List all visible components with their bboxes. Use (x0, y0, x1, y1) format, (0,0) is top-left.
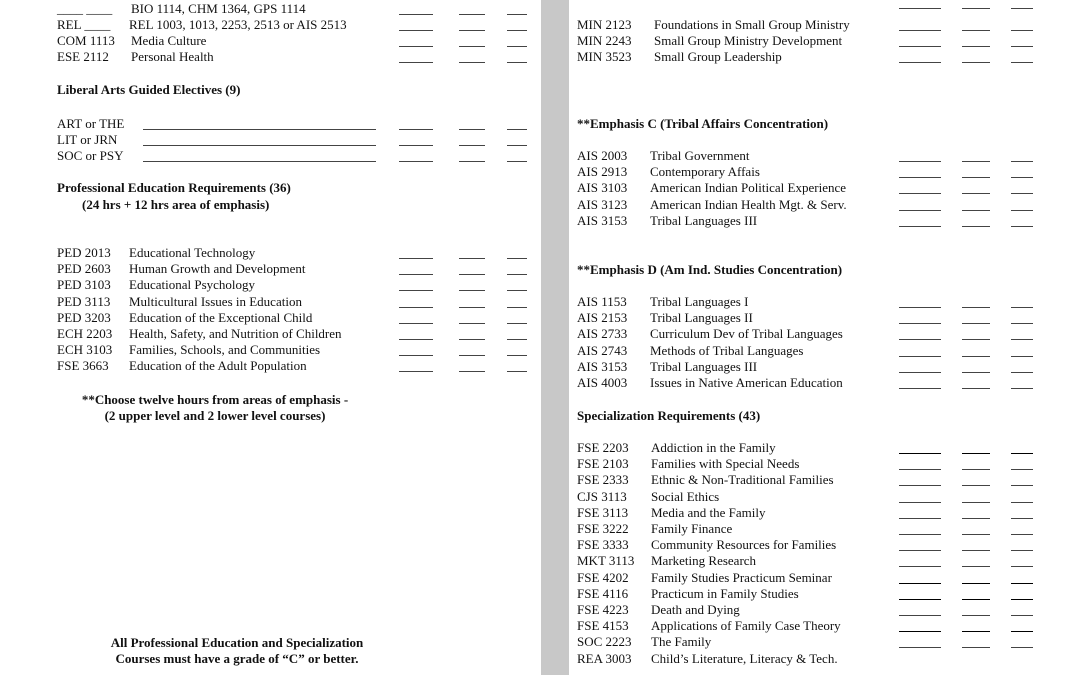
grade-blank[interactable] (399, 150, 433, 162)
course-code: FSE 2333 (577, 472, 629, 488)
course-code: AIS 3123 (577, 196, 628, 212)
grade-blank[interactable] (399, 247, 433, 259)
grade-blank[interactable] (1011, 215, 1033, 227)
grade-blank[interactable] (962, 572, 990, 584)
grade-blank[interactable] (962, 19, 990, 31)
emphasis-note-line2: (2 upper level and 2 lower level courses) (104, 408, 326, 423)
grade-blank[interactable] (899, 539, 941, 551)
grade-blank[interactable] (459, 134, 485, 146)
grade-blank[interactable] (899, 19, 941, 31)
course-code: REA 3003 (577, 650, 632, 666)
grade-blank[interactable] (1011, 328, 1033, 340)
grade-blank[interactable] (899, 604, 941, 616)
grade-blank[interactable] (1011, 523, 1033, 535)
course-title: Human Growth and Development (129, 261, 306, 277)
course-code: ESE 2112 (57, 49, 109, 64)
prof-ed-heading: Professional Education Requirements (36) (57, 180, 291, 195)
grade-blank[interactable] (399, 19, 433, 31)
course-code: ____ ____ (57, 1, 113, 16)
course-code: CJS 3113 (577, 488, 627, 504)
grade-blank[interactable] (962, 150, 990, 162)
course-title: Contemporary Affais (650, 164, 760, 180)
grade-blank[interactable] (1011, 572, 1033, 584)
course-code: FSE 4116 (577, 585, 629, 601)
grade-blank[interactable] (459, 35, 485, 47)
grade-blank[interactable] (899, 523, 941, 535)
grade-blank[interactable] (962, 507, 990, 519)
grade-blank[interactable] (899, 182, 941, 194)
course-code: AIS 3103 (577, 180, 628, 196)
grade-blank[interactable] (1011, 182, 1033, 194)
grade-blank[interactable] (459, 150, 485, 162)
grade-blank[interactable] (962, 377, 990, 389)
course-code: AIS 2003 (577, 148, 628, 163)
specialization-heading: Specialization Requirements (43) (577, 408, 761, 423)
grade-blank[interactable] (899, 361, 941, 373)
page-gutter (541, 0, 569, 675)
course-title: American Indian Political Experience (650, 180, 847, 196)
grade-blank[interactable] (1011, 312, 1033, 324)
grade-blank[interactable] (899, 199, 941, 211)
course-title: Personal Health (131, 49, 214, 64)
elective-course-blank[interactable] (143, 134, 376, 146)
grade-blank[interactable] (962, 166, 990, 178)
course-code: PED 2013 (57, 245, 111, 260)
grade-blank[interactable] (459, 51, 485, 63)
course-title: Education of the Adult Population (129, 358, 307, 374)
course-row (577, 651, 1047, 667)
grade-blank[interactable] (507, 51, 527, 63)
grade-blank[interactable] (1011, 35, 1033, 47)
grade-blank[interactable] (962, 620, 990, 632)
grade-blank[interactable] (459, 247, 485, 259)
course-title: Social Ethics (651, 488, 720, 504)
grade-blank[interactable] (962, 296, 990, 308)
grade-blank[interactable] (459, 344, 485, 356)
grade-blank[interactable] (1011, 539, 1033, 551)
course-title: Family Studies Practicum Seminar (651, 569, 832, 585)
grade-blank[interactable] (962, 539, 990, 551)
emphasis-d-heading: **Emphasis D (Am Ind. Studies Concentration) (577, 262, 843, 277)
grade-blank[interactable] (962, 361, 990, 373)
course-title: Foundations in Small Group Ministry (654, 17, 850, 32)
grade-blank[interactable] (507, 296, 527, 308)
course-title: Applications of Family Case Theory (651, 618, 841, 634)
grade-blank[interactable] (899, 588, 941, 600)
grade-blank[interactable] (899, 51, 941, 63)
course-code: MIN 2243 (577, 33, 632, 48)
grade-blank[interactable] (962, 182, 990, 194)
grade-blank[interactable] (899, 555, 941, 567)
course-title: Methods of Tribal Languages (650, 342, 804, 358)
course-title: Issues in Native American Education (650, 375, 843, 390)
course-code: LIT or JRN (57, 132, 118, 147)
grade-blank[interactable] (962, 35, 990, 47)
grade-blank[interactable] (899, 620, 941, 632)
course-title: Educational Technology (129, 245, 256, 260)
course-code: AIS 2913 (577, 164, 628, 180)
course-code: AIS 3153 (577, 212, 628, 228)
grade-blank[interactable] (459, 19, 485, 31)
elective-course-blank[interactable] (143, 118, 376, 130)
grade-blank[interactable] (459, 263, 485, 275)
grade-requirement-line1: All Professional Education and Specialization (110, 635, 364, 650)
grade-blank[interactable] (1011, 51, 1033, 63)
course-code: FSE 3663 (57, 358, 109, 374)
grade-blank[interactable] (399, 3, 433, 15)
course-title: Families with Special Needs (651, 456, 800, 472)
grade-blank[interactable] (899, 442, 941, 454)
course-title: Tribal Languages I (650, 294, 749, 309)
grade-blank[interactable] (899, 150, 941, 162)
grade-blank[interactable] (962, 215, 990, 227)
course-code: MKT 3113 (577, 553, 635, 569)
grade-blank[interactable] (1011, 442, 1033, 454)
grade-requirement-line2: Courses must have a grade of “C” or better. (115, 651, 359, 666)
grade-blank[interactable] (399, 312, 433, 324)
grade-blank[interactable] (507, 35, 527, 47)
grade-blank[interactable] (899, 345, 941, 357)
grade-blank[interactable] (507, 279, 527, 291)
course-title: Educational Psychology (129, 277, 256, 293)
course-code: FSE 3222 (577, 521, 629, 536)
grade-blank[interactable] (459, 118, 485, 130)
course-title: Tribal Languages III (650, 212, 758, 228)
grade-blank[interactable] (399, 51, 433, 63)
grade-blank[interactable] (399, 134, 433, 146)
course-title: Addiction in the Family (651, 440, 776, 455)
grade-blank[interactable] (399, 296, 433, 308)
grade-blank[interactable] (899, 0, 941, 9)
grade-blank[interactable] (507, 263, 527, 275)
left-column (57, 0, 537, 675)
grade-blank[interactable] (899, 572, 941, 584)
course-code: SOC or PSY (57, 148, 124, 163)
grade-blank[interactable] (1011, 474, 1033, 486)
course-code: PED 2603 (57, 261, 111, 277)
grade-blank[interactable] (1011, 555, 1033, 567)
grade-blank[interactable] (962, 491, 990, 503)
grade-blank[interactable] (507, 344, 527, 356)
course-title: Curriculum Dev of Tribal Languages (650, 326, 843, 342)
course-code: AIS 1153 (577, 294, 627, 309)
grade-blank[interactable] (507, 134, 527, 146)
course-title: Media and the Family (651, 504, 766, 520)
grade-blank[interactable] (1011, 150, 1033, 162)
course-title: Family Finance (651, 521, 733, 536)
emphasis-c-heading: **Emphasis C (Tribal Affairs Concentration) (577, 116, 829, 131)
grade-blank[interactable] (899, 458, 941, 470)
course-title: Families, Schools, and Communities (129, 342, 321, 358)
grade-blank[interactable] (962, 442, 990, 454)
course-code: AIS 4003 (577, 375, 628, 390)
grade-blank[interactable] (399, 360, 433, 372)
course-code: MIN 2123 (577, 17, 632, 32)
grade-blank[interactable] (962, 0, 990, 9)
course-code: SOC 2223 (577, 634, 632, 650)
grade-blank[interactable] (899, 474, 941, 486)
grade-blank[interactable] (962, 523, 990, 535)
grade-blank[interactable] (1011, 620, 1033, 632)
course-title: Tribal Languages III (650, 358, 758, 374)
course-title: Ethnic & Non-Traditional Families (651, 472, 834, 488)
course-title: Death and Dying (651, 602, 740, 617)
grade-blank[interactable] (962, 588, 990, 600)
prof-ed-subheading: (24 hrs + 12 hrs area of emphasis) (82, 197, 270, 212)
grade-blank[interactable] (399, 344, 433, 356)
grade-blank[interactable] (459, 360, 485, 372)
grade-blank[interactable] (1011, 199, 1033, 211)
course-title: Child’s Literature, Literacy & Tech. (651, 650, 838, 666)
grade-blank[interactable] (899, 636, 941, 648)
course-code: ECH 2203 (57, 326, 113, 341)
course-code: FSE 2103 (577, 456, 629, 472)
course-title: REL 1003, 1013, 2253, 2513 or AIS 2513 (129, 17, 347, 32)
grade-blank[interactable] (399, 118, 433, 130)
course-code: PED 3113 (57, 293, 111, 309)
course-title: Tribal Languages II (650, 310, 753, 326)
grade-blank[interactable] (1011, 604, 1033, 616)
course-title: Health, Safety, and Nutrition of Children (129, 326, 342, 341)
grade-blank[interactable] (899, 377, 941, 389)
grade-blank[interactable] (507, 312, 527, 324)
course-title: American Indian Health Mgt. & Serv. (650, 196, 847, 212)
grade-blank[interactable] (962, 345, 990, 357)
grade-blank[interactable] (899, 312, 941, 324)
grade-blank[interactable] (1011, 507, 1033, 519)
grade-blank[interactable] (507, 3, 527, 15)
grade-blank[interactable] (1011, 377, 1033, 389)
course-code: FSE 3333 (577, 537, 629, 553)
course-code: AIS 2743 (577, 342, 628, 358)
grade-blank[interactable] (1011, 166, 1033, 178)
course-title: Practicum in Family Studies (651, 585, 799, 601)
grade-blank[interactable] (459, 296, 485, 308)
grade-blank[interactable] (507, 328, 527, 340)
grade-blank[interactable] (507, 247, 527, 259)
liberal-arts-heading: Liberal Arts Guided Electives (9) (57, 82, 241, 97)
grade-blank[interactable] (399, 263, 433, 275)
grade-blank[interactable] (507, 118, 527, 130)
grade-blank[interactable] (962, 51, 990, 63)
grade-blank[interactable] (962, 328, 990, 340)
course-code: PED 3203 (57, 309, 111, 325)
grade-blank[interactable] (899, 507, 941, 519)
grade-blank[interactable] (962, 199, 990, 211)
course-code: FSE 2203 (577, 440, 629, 455)
grade-blank[interactable] (1011, 588, 1033, 600)
course-code: AIS 2153 (577, 310, 628, 326)
grade-blank[interactable] (962, 474, 990, 486)
grade-blank[interactable] (459, 3, 485, 15)
course-code: FSE 4223 (577, 602, 629, 617)
emphasis-note-line1: **Choose twelve hours from areas of emphasis - (81, 392, 349, 407)
course-title: Small Group Ministry Development (654, 33, 843, 48)
course-code: FSE 4202 (577, 569, 629, 585)
grade-blank[interactable] (1011, 0, 1033, 9)
grade-blank[interactable] (899, 215, 941, 227)
course-code: ART or THE (57, 116, 125, 131)
grade-blank[interactable] (1011, 636, 1033, 648)
course-title: Marketing Research (651, 553, 757, 569)
grade-blank[interactable] (899, 296, 941, 308)
grade-blank[interactable] (1011, 19, 1033, 31)
course-code: AIS 2733 (577, 326, 628, 342)
grade-blank[interactable] (399, 328, 433, 340)
course-title: Tribal Government (650, 148, 750, 163)
grade-blank[interactable] (1011, 458, 1033, 470)
course-code: REL ____ (57, 17, 111, 32)
course-code: PED 3103 (57, 277, 111, 293)
course-code: AIS 3153 (577, 358, 628, 374)
course-code: MIN 3523 (577, 49, 632, 64)
course-title: The Family (651, 634, 712, 650)
grade-blank[interactable] (1011, 361, 1033, 373)
grade-blank[interactable] (899, 491, 941, 503)
grade-blank[interactable] (1011, 491, 1033, 503)
grade-blank[interactable] (962, 555, 990, 567)
grade-blank[interactable] (962, 604, 990, 616)
grade-blank[interactable] (962, 458, 990, 470)
grade-blank[interactable] (899, 35, 941, 47)
course-title: Education of the Exceptional Child (129, 309, 313, 325)
course-code: FSE 3113 (577, 504, 629, 520)
course-title: Media Culture (131, 33, 207, 48)
course-code: FSE 4153 (577, 618, 629, 634)
grade-blank[interactable] (399, 279, 433, 291)
course-code: ECH 3103 (57, 342, 113, 358)
grade-blank[interactable] (507, 360, 527, 372)
elective-course-blank[interactable] (143, 150, 376, 162)
right-column (577, 0, 1047, 675)
grade-blank[interactable] (899, 328, 941, 340)
grade-blank[interactable] (507, 150, 527, 162)
grade-blank[interactable] (962, 636, 990, 648)
course-code: COM 1113 (57, 33, 115, 48)
grade-blank[interactable] (1011, 296, 1033, 308)
course-title: BIO 1114, CHM 1364, GPS 1114 (131, 1, 306, 16)
grade-blank[interactable] (459, 312, 485, 324)
grade-blank[interactable] (507, 19, 527, 31)
grade-blank[interactable] (962, 312, 990, 324)
grade-blank[interactable] (459, 328, 485, 340)
grade-blank[interactable] (1011, 345, 1033, 357)
course-title: Community Resources for Families (651, 537, 837, 553)
course-title: Multicultural Issues in Education (129, 293, 302, 309)
grade-blank[interactable] (399, 35, 433, 47)
course-title: Small Group Leadership (654, 49, 782, 64)
grade-blank[interactable] (459, 279, 485, 291)
grade-blank[interactable] (899, 166, 941, 178)
